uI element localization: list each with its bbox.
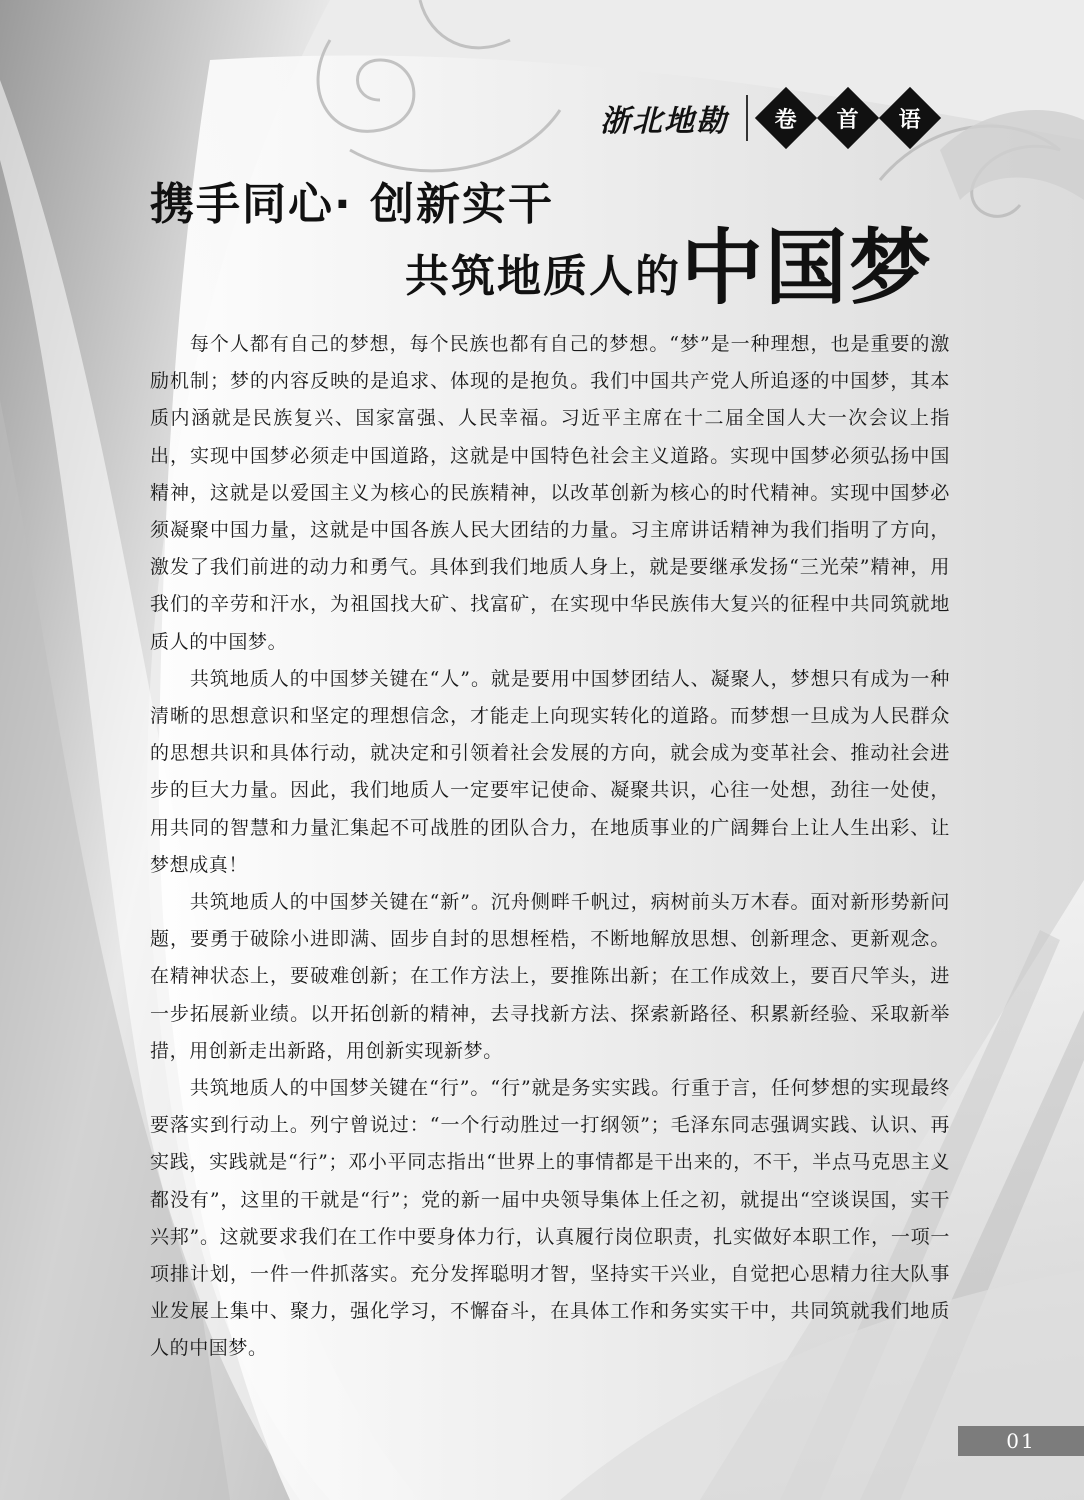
paragraph: 共筑地质人的中国梦关键在“行”。“行”就是务实实践。行重于言，任何梦想的实现最终要落实到行动上。列宁曾说过：“一个行动胜过一打纲领”；毛泽东同志强调实践、认识、再实践，实践就是“行”；邓小平同志指出“世界上的事情都是干出来的，不干，半点马克思主义都没有”，这里的干就是“行”；党的新一届中央领导集体上任之初，就提出“空谈误国，实干兴邦”。这就要求我们在工作中要身体力行，认真履行岗位职责，扎实做好本职工作，一项一项排计划，一件一件抓落实。充分发挥聪明才智，坚持实干兴业，自觉把心思精力往大队事业发展上集中、聚力，强化学习，不懈奋斗，在具体工作和务实实干中，共同筑就我们地质人的中国梦。 [150, 1077, 950, 1360]
headline-line-2-small: 共筑地质人的 [405, 251, 681, 302]
masthead-divider [746, 95, 748, 141]
masthead [600, 88, 980, 148]
section-word-1: 卷 [755, 87, 817, 149]
section-word-3: 语 [879, 87, 941, 149]
article-body [150, 326, 950, 1368]
headline-line-2 [405, 221, 934, 316]
magazine-name: 浙北地勘 [600, 104, 728, 139]
headline-line-1: 携手同心· 创新实干 [150, 179, 555, 230]
headline-line-2-big: 中国梦 [681, 221, 934, 316]
section-word-2: 首 [817, 87, 879, 149]
page-number: 01 [958, 1426, 1084, 1456]
paragraph: 共筑地质人的中国梦关键在“人”。就是要用中国梦团结人、凝聚人，梦想只有成为一种清晰的思想意识和坚定的理想信念，才能走上向现实转化的道路。而梦想一旦成为人民群众的思想共识和具体行动，就决定和引领着社会发展的方向，就会成为变革社会、推动社会进步的巨大力量。因此，我们地质人一定要牢记使命、凝聚共识，心往一处想，劲往一处使，用共同的智慧和力量汇集起不可战胜的团队合力，在地质事业的广阔舞台上让人生出彩、让梦想成真！ [150, 667, 950, 876]
paragraph: 每个人都有自己的梦想，每个民族也都有自己的梦想。“梦”是一种理想，也是重要的激励机制；梦的内容反映的是追求、体现的是抱负。我们中国共产党人所追逐的中国梦，其本质内涵就是民族复兴、国家富强、人民幸福。习近平主席在十二届全国人大一次会议上指出，实现中国梦必须走中国道路，这就是中国特色社会主义道路。实现中国梦必须弘扬中国精神，这就是以爱国主义为核心的民族精神，以改革创新为核心的时代精神。实现中国梦必须凝聚中国力量，这就是中国各族人民大团结的力量。习主席讲话精神为我们指明了方向，激发了我们前进的动力和勇气。具体到我们地质人身上，就是要继承发扬“三光荣”精神，用我们的辛劳和汗水，为祖国找大矿、找富矿，在实现中华民族伟大复兴的征程中共同筑就地质人的中国梦。 [150, 333, 950, 653]
paragraph: 共筑地质人的中国梦关键在“新”。沉舟侧畔千帆过，病树前头万木春。面对新形势新问题，要勇于破除小进即满、固步自封的思想桎梏，不断地解放思想、创新理念、更新观念。在精神状态上，要破难创新；在工作方法上，要推陈出新；在工作成效上，要百尺竿头，进一步拓展新业绩。以开拓创新的精神，去寻找新方法、探索新路径、积累新经验、采取新举措，用创新走出新路，用创新实现新梦。 [150, 891, 950, 1062]
